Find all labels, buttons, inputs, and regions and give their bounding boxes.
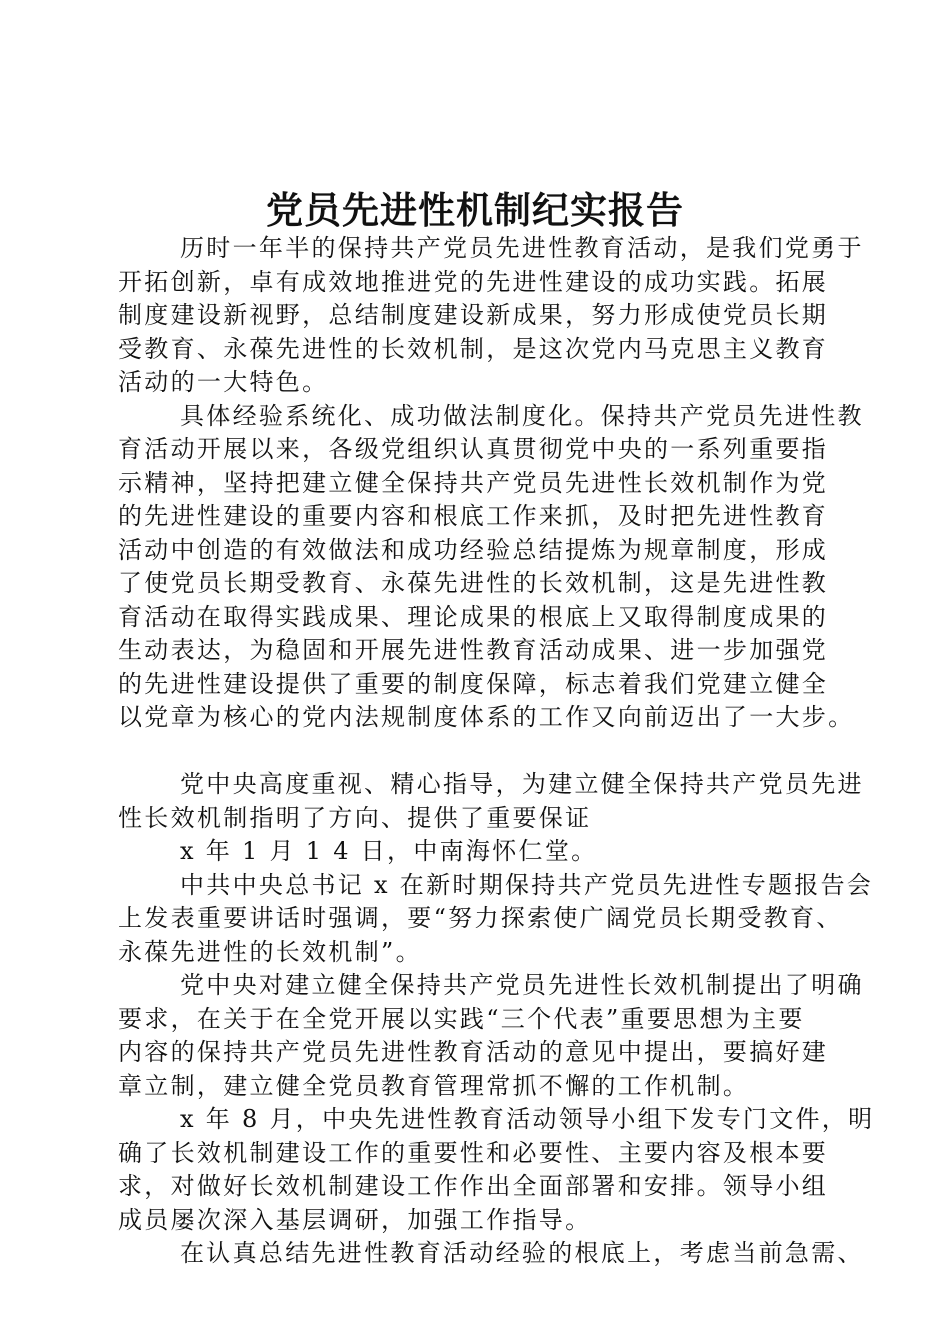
text-line: 育活动开展以来，各级党组织认真贯彻党中央的一系列重要指 [118, 435, 829, 463]
text-line: 活动的一大特色。 [118, 368, 329, 396]
text-line: 性长效机制指明了方向、提供了重要保证 [118, 803, 592, 832]
text-line: 以党章为核心的党内法规制度体系的工作又向前迈出了一大步。 [118, 703, 855, 731]
paragraph [118, 1237, 898, 1271]
blank-line [118, 735, 898, 769]
text-line: 党中央对建立健全保持共产党员先进性长效机制提出了明确 [180, 971, 864, 999]
paragraph [118, 400, 898, 735]
paragraph [118, 232, 898, 400]
text-line: 永葆先进性的长效机制”。 [118, 937, 422, 966]
text-line: 中共中央总书记 x 在新时期保持共产党员先进性专题报告会 [180, 870, 874, 899]
text-line: 示精神，坚持把建立健全保持共产党员先进性长效机制作为党 [118, 468, 829, 497]
text-line: 章立制，建立健全党员教育管理常抓不懈的工作机制。 [118, 1071, 750, 1100]
text-line: 历时一年半的保持共产党员先进性教育活动，是我们党勇于 [180, 234, 864, 262]
text-line: 生动表达，为稳固和开展先进性教育活动成果、进一步加强党 [118, 636, 829, 664]
text-line: x 年 8 月，中央先进性教育活动领导小组下发专门文件，明 [180, 1105, 875, 1133]
document-body [118, 232, 898, 1271]
text-line: 党中央高度重视、精心指导，为建立健全保持共产党员先进 [180, 770, 864, 798]
text-line: 求，对做好长效机制建设工作作出全面部署和安排。领导小组 [118, 1172, 829, 1200]
text-line: 上发表重要讲话时强调，要“努力探索使广阔党员长期受教育、 [118, 904, 843, 932]
paragraph [118, 768, 898, 835]
text-line: 要求，在关于在全党开展以实践“三个代表”重要思想为主要 [118, 1004, 805, 1033]
paragraph [118, 869, 898, 970]
text-line: 的先进性建设提供了重要的制度保障，标志着我们党建立健全 [118, 669, 829, 698]
text-line: 确了长效机制建设工作的重要性和必要性、主要内容及根本要 [118, 1138, 829, 1167]
text-line: 活动中创造的有效做法和成功经验总结提炼为规章制度，形成 [118, 535, 829, 564]
text-line: 了使党员长期受教育、永葆先进性的长效机制，这是先进性教 [118, 569, 829, 597]
text-line: x 年 1 月 1 4 日，中南海怀仁堂。 [180, 837, 598, 865]
paragraph [118, 1103, 898, 1237]
text-line: 在认真总结先进性教育活动经验的根底上，考虑当前急需、 [180, 1239, 864, 1267]
text-line: 育活动在取得实践成果、理论成果的根底上又取得制度成果的 [118, 602, 829, 631]
document-title: 党员先进性机制纪实报告 [266, 188, 684, 232]
text-line: 的先进性建设的重要内容和根底工作来抓，及时把先进性教育 [118, 502, 829, 530]
text-line: 内容的保持共产党员先进性教育活动的意见中提出，要搞好建 [118, 1038, 829, 1066]
text-line: 成员屡次深入基层调研，加强工作指导。 [118, 1205, 592, 1234]
text-line: 具体经验系统化、成功做法制度化。保持共产党员先进性教 [180, 401, 864, 430]
text-line: 制度建设新视野，总结制度建设新成果，努力形成使党员长期 [118, 301, 829, 329]
paragraph [118, 969, 898, 1103]
text-line: 开拓创新，卓有成效地推进党的先进性建设的成功实践。拓展 [118, 267, 829, 296]
text-line: 受教育、永葆先进性的长效机制，是这次党内马克思主义教育 [118, 334, 829, 363]
paragraph [118, 835, 898, 869]
